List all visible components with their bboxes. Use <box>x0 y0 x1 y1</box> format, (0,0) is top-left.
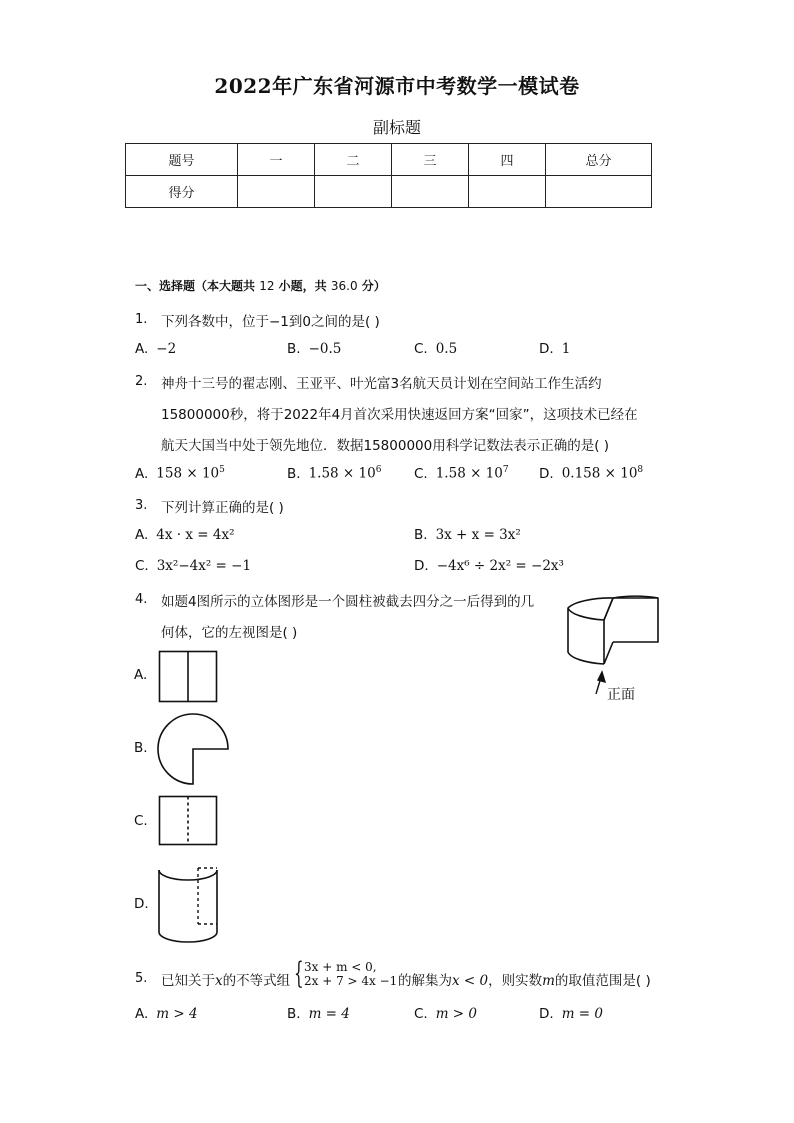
q5-var-m: m <box>542 973 555 989</box>
q4-number: 4. <box>135 592 148 607</box>
q4-line-1: 如题4图所示的立体图形是一个圆柱被截去四分之一后得到的几 <box>161 594 535 610</box>
option-letter: C. <box>135 558 149 574</box>
exam-subtitle: 副标题 <box>372 118 421 137</box>
q1-option-a[interactable] <box>135 341 176 357</box>
q5-option-b[interactable] <box>287 1006 350 1022</box>
option-base: 1.58 × 10 <box>308 465 376 482</box>
q5-tail <box>398 969 651 989</box>
score-input-cell[interactable] <box>315 176 392 208</box>
option-letter: D. <box>539 465 554 482</box>
option-letter: A. <box>135 527 149 543</box>
option-value: 3x²−4x² = −1 <box>156 558 252 574</box>
option-letter: C. <box>414 465 428 482</box>
option-letter: C. <box>414 1006 428 1022</box>
q4-option-d-label[interactable]: D. <box>134 896 149 912</box>
q3-option-c[interactable] <box>135 558 251 574</box>
q3-option-b[interactable] <box>414 527 521 543</box>
option-letter: A. <box>135 1006 149 1022</box>
option-base: 158 × 10 <box>156 465 220 482</box>
option-value: −2 <box>156 341 177 357</box>
q5-stem <box>161 969 290 989</box>
section-title: 一、选择题（本大题共 <box>135 279 256 293</box>
option-value: 0.5 <box>435 341 458 357</box>
option-letter: B. <box>414 527 428 543</box>
option-value: −0.5 <box>308 341 342 357</box>
option-value: −4x⁶ ÷ 2x² = −2x³ <box>436 558 564 574</box>
score-header-cell: 总分 <box>546 144 652 176</box>
option-base: 1.58 × 10 <box>435 465 503 482</box>
section-header <box>135 277 386 294</box>
score-header-cell: 题号 <box>126 144 238 176</box>
q2-option-b[interactable] <box>287 465 381 482</box>
q5-option-d[interactable] <box>539 1006 603 1022</box>
q3-option-d[interactable] <box>414 558 564 574</box>
option-value: m = 4 <box>308 1006 350 1022</box>
option-letter: B. <box>287 341 301 357</box>
option-letter: C. <box>414 341 428 357</box>
q1-option-c[interactable] <box>414 341 457 357</box>
q1-option-d[interactable] <box>539 341 570 357</box>
top-face <box>568 598 613 620</box>
option-letter: A. <box>135 465 149 482</box>
q5-post2: ，则实数 <box>488 973 543 989</box>
option-letter: B. <box>287 465 301 482</box>
q5-post1: 的解集为 <box>398 973 452 989</box>
q5-option-c[interactable] <box>414 1006 477 1022</box>
section-end: 分） <box>361 279 386 293</box>
q2-option-c[interactable] <box>414 465 509 482</box>
score-table-header-row <box>126 144 652 176</box>
option-value: m = 0 <box>561 1006 603 1022</box>
q2-line-1: 神舟十三号的翟志刚、王亚平、叶光富3名航天员计划在空间站工作生活约 <box>161 376 602 392</box>
section-mid: 小题，共 <box>278 279 327 293</box>
q1-number: 1. <box>135 312 148 327</box>
q2-line-3: 航天大国当中处于领先地位．数据15800000用科学记数法表示正确的是( ) <box>161 438 610 454</box>
q5-system-brace: { <box>294 956 304 991</box>
option-letter: A. <box>135 341 149 357</box>
q2-number: 2. <box>135 374 148 389</box>
option-value: 3x + x = 3x² <box>435 527 521 543</box>
q5-pre: 已知关于 <box>161 973 215 989</box>
q3-stem: 下列计算正确的是( ) <box>161 500 284 516</box>
q5-system-line-1: 3x + m < 0, <box>304 960 377 974</box>
section-points: 36.0 <box>330 279 358 293</box>
option-letter: D. <box>414 558 429 574</box>
option-letter: D. <box>539 341 554 357</box>
q4-option-b-label[interactable]: B. <box>134 740 148 756</box>
score-header-cell: 三 <box>392 144 469 176</box>
q5-post3: 的取值范围是( ) <box>554 973 651 989</box>
q2-option-a[interactable] <box>135 465 225 482</box>
q5-var-x: x <box>215 973 223 989</box>
front-label: 正面 <box>607 687 635 703</box>
q4-option-c-figure[interactable] <box>158 795 220 847</box>
score-header-cell: 一 <box>238 144 315 176</box>
option-exponent: 8 <box>637 465 644 475</box>
score-input-cell[interactable] <box>392 176 469 208</box>
q2-option-d[interactable] <box>539 465 643 482</box>
option-letter: B. <box>287 1006 301 1022</box>
option-value: m > 4 <box>156 1006 198 1022</box>
option-exponent: 6 <box>375 465 382 475</box>
q3-number: 3. <box>135 498 148 513</box>
score-input-cell[interactable] <box>546 176 652 208</box>
q3-option-a[interactable] <box>135 527 235 543</box>
option-base: 0.158 × 10 <box>561 465 638 482</box>
exam-title: 2022年广东省河源市中考数学一模试卷 <box>214 74 580 98</box>
option-letter: D. <box>539 1006 554 1022</box>
score-header-cell: 四 <box>469 144 546 176</box>
option-exponent: 7 <box>502 465 509 475</box>
q1-stem: 下列各数中，位于−1到0之间的是( ) <box>161 314 380 330</box>
q4-option-a-label[interactable]: A. <box>134 667 148 683</box>
q5-system-line-2: 2x + 7 > 4x −1 <box>304 974 398 988</box>
option-value: 4x · x = 4x² <box>156 527 235 543</box>
q5-number: 5. <box>135 971 148 986</box>
q4-option-b-figure[interactable] <box>157 712 233 786</box>
section-count: 12 <box>259 279 275 293</box>
score-header-cell: 二 <box>315 144 392 176</box>
option-exponent: 5 <box>219 465 225 475</box>
score-table-score-row <box>126 176 652 208</box>
option-value: m > 0 <box>435 1006 478 1022</box>
cylinder-side <box>568 608 604 664</box>
q4-line-2: 何体，它的左视图是( ) <box>161 625 298 641</box>
q5-mid: 的不等式组 <box>222 973 291 989</box>
q4-option-a-figure[interactable] <box>158 650 220 704</box>
q2-line-2: 15800000秒，将于2022年4月首次采用快速返回方案“回家”，这项技术已经在 <box>161 407 638 423</box>
q4-option-d-figure[interactable] <box>156 864 222 946</box>
q1-option-b[interactable] <box>287 341 341 357</box>
front-arrow-head <box>598 672 605 682</box>
score-row-label: 得分 <box>126 176 238 208</box>
q5-cond: x < 0 <box>452 973 489 989</box>
q4-option-c-label[interactable]: C. <box>134 813 148 829</box>
score-input-cell[interactable] <box>469 176 546 208</box>
q5-option-a[interactable] <box>135 1006 198 1022</box>
score-input-cell[interactable] <box>238 176 315 208</box>
option-value: 1 <box>561 341 571 357</box>
score-table <box>125 143 652 208</box>
